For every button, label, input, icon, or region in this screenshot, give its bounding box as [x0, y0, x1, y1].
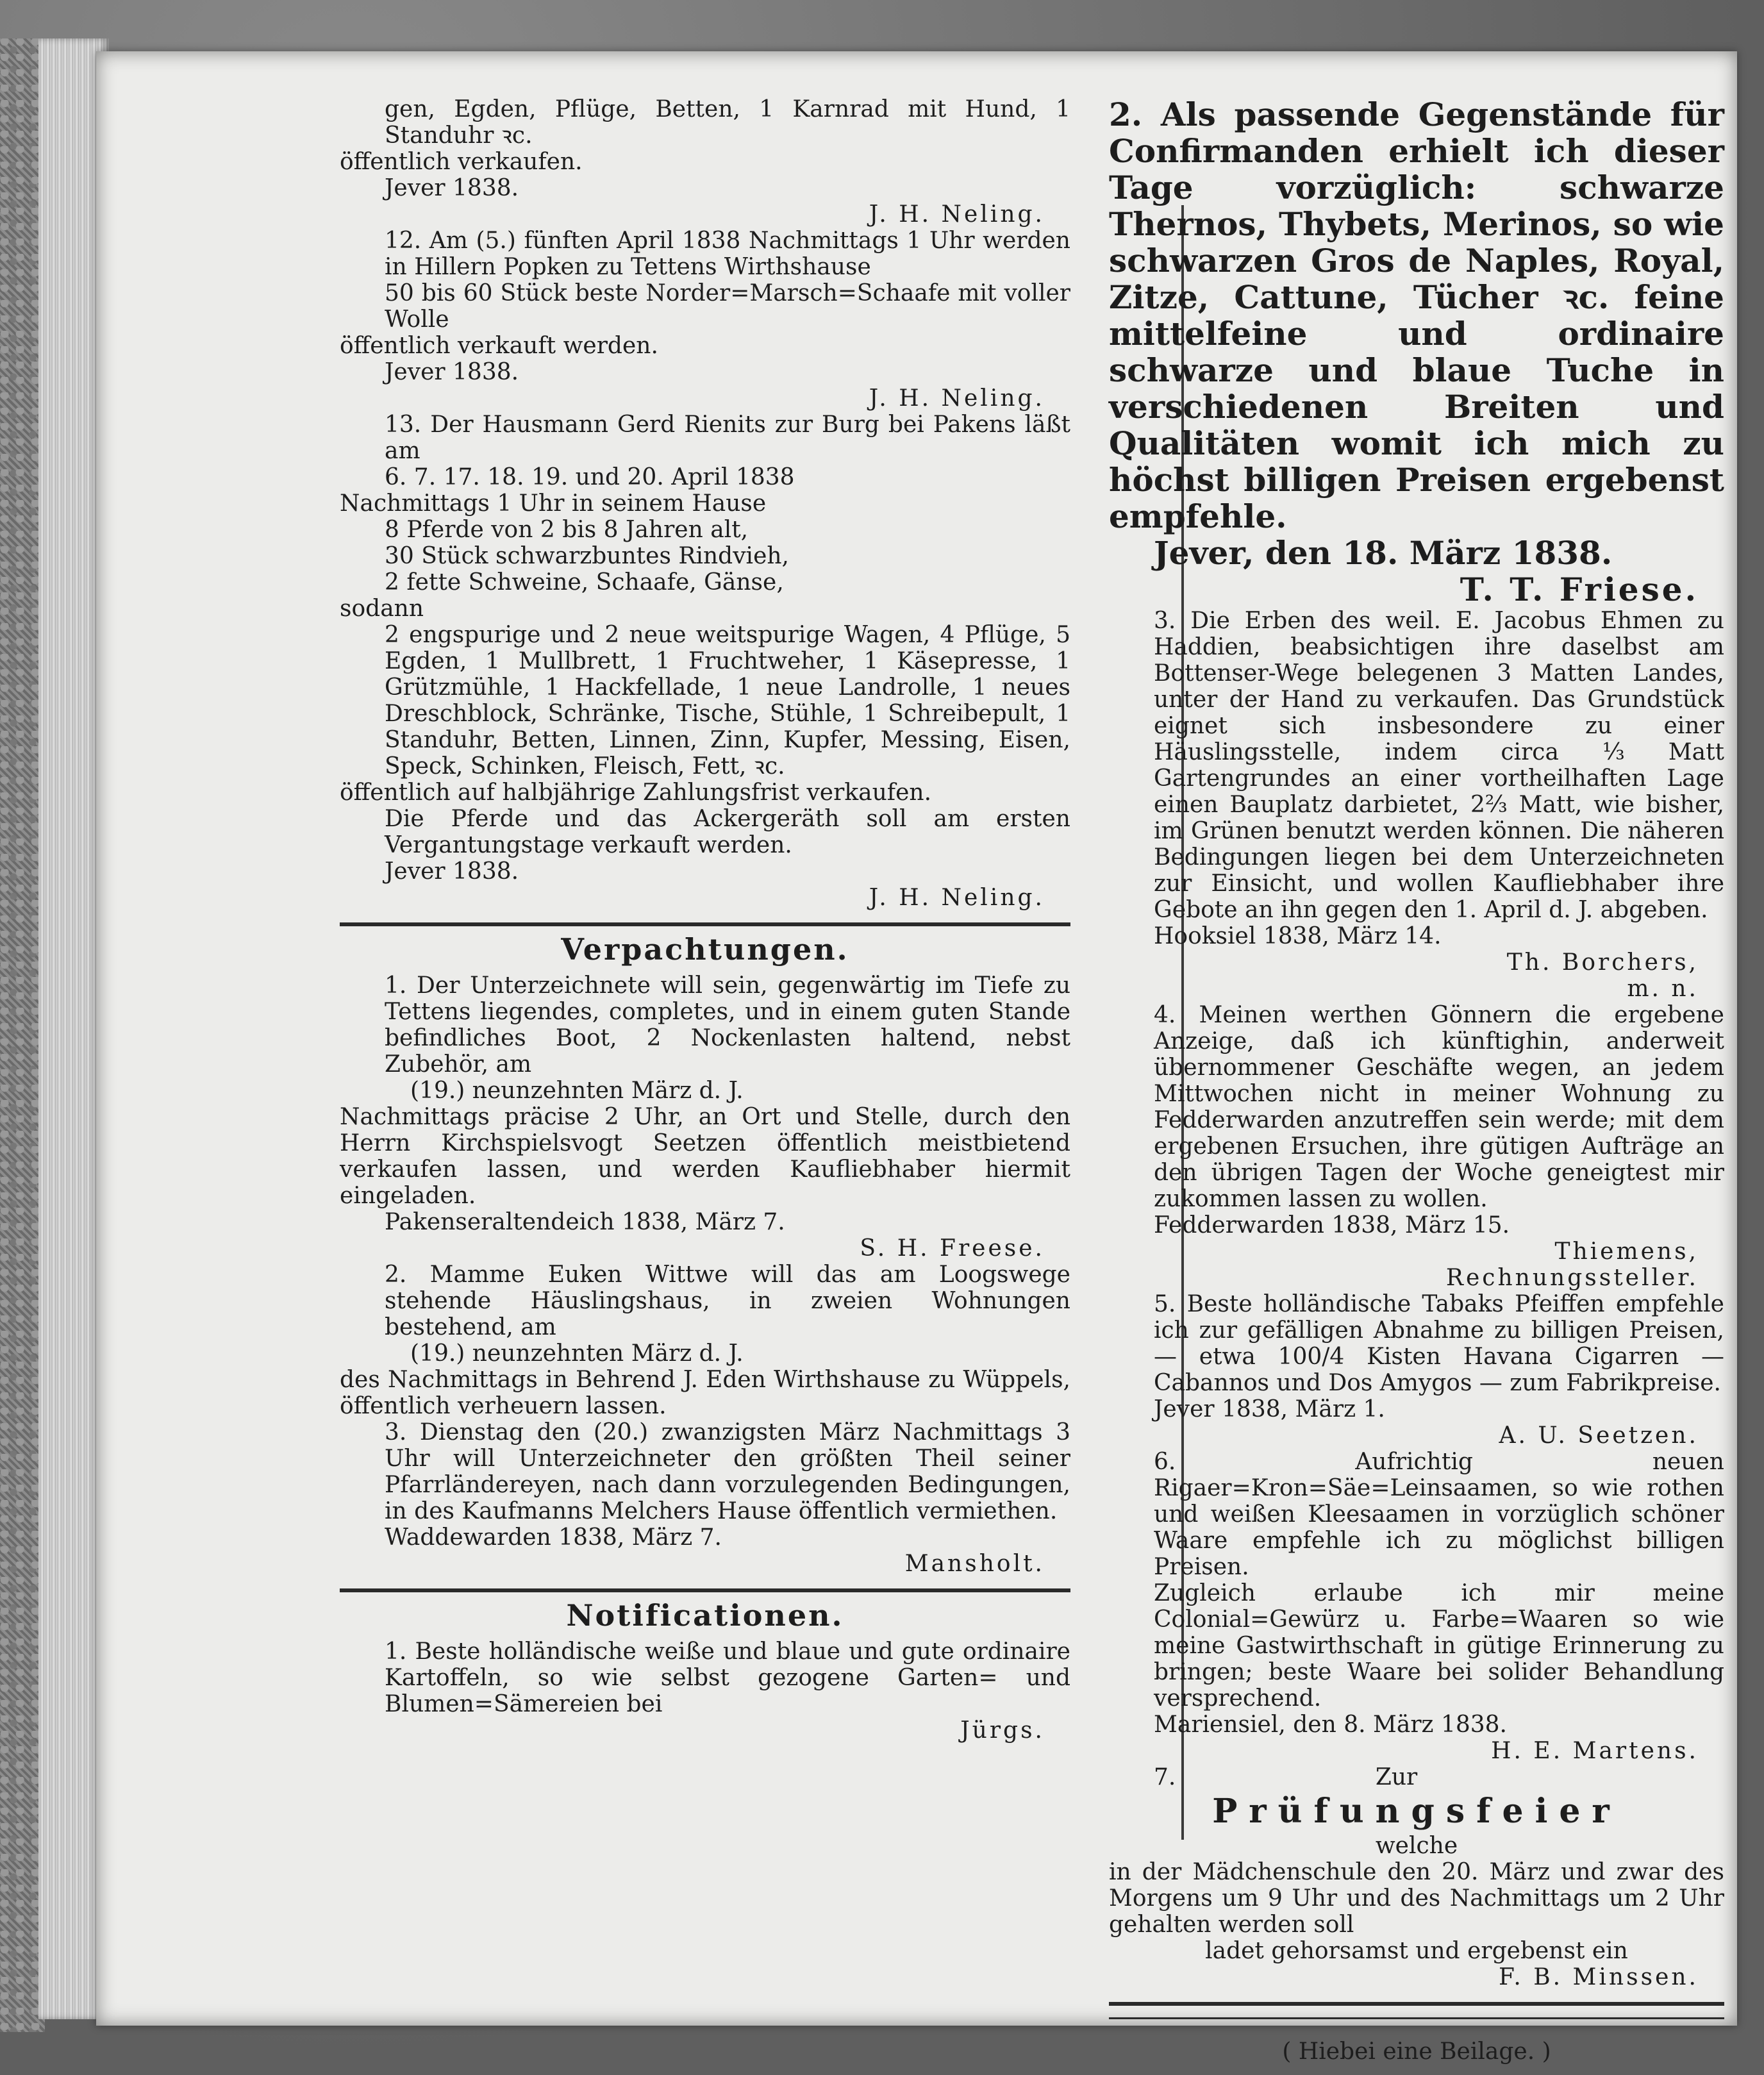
signature: H. E. Martens.	[1491, 1738, 1699, 1764]
pruefungsfeier-title: Prüfungsfeier	[1212, 1792, 1621, 1831]
notice-number-label: 7.	[1154, 1764, 1176, 1790]
auction-text: öffentlich verkauft werden.	[340, 333, 658, 359]
auction-goods: 30 Stück schwarzbuntes Rindvieh,	[385, 543, 790, 569]
beilage-note: ( Hiebei eine Beilage. )	[1282, 2038, 1551, 2065]
section-heading-verpachtungen: Verpachtungen.	[561, 932, 849, 967]
auction-text: 12. Am (5.) fünften April 1838 Nachmittags 1 Uhr werden in Hillern Popken zu Tettens Wirthshause	[385, 228, 1070, 280]
section-rule	[1109, 2017, 1724, 2019]
signature: J. H. Neling.	[869, 885, 1045, 911]
auction-text: Die Pferde und das Ackergeräth soll am ersten Vergantungstage verkauft werden.	[385, 806, 1070, 858]
notice-text: Zugleich erlaube ich mir meine Colonial=Gewürz u. Farbe=Waaren so wie meine Gastwirthschaft in gütige Erinnerung zu bringen; beste Waare bei solider Behandlung versprechend.	[1154, 1580, 1724, 1712]
lease-text: 2. Mamme Euken Wittwe will das am Loogswege stehende Häuslingshaus, in zweien Wohnungen bestehend, am	[385, 1262, 1070, 1340]
signature: F. B. Minssen.	[1498, 1964, 1699, 1990]
place-date: Mariensiel, den 8. März 1838.	[1154, 1712, 1508, 1738]
lease-text: 1. Der Unterzeichnete will sein, gegenwärtig im Tiefe zu Tettens liegendes, completes, und in einem guten Stande befindliches Boot, 2 Nockenlasten haltend, nebst Zubehör, am	[385, 972, 1070, 1078]
place-date: Fedderwarden 1838, März 15.	[1154, 1212, 1510, 1238]
notice-large-text: 2. Als passende Gegenstände für Confirmanden erhielt ich dieser Tage vorzüglich: schwarze Thernos, Thybets, Merinos, so wie schwarzen Gros de Naples, Royal, Zitze, Cattune, Tücher ꝛc. feine mittelfeine und ordinaire schwarze und blaue Tuche in verschiedenen Breiten und Qualitäten womit ich mich zu höchst billigen Preisen ergebenst empfehle.	[1109, 96, 1724, 535]
place-date: Jever 1838.	[385, 175, 519, 201]
place-date: Jever 1838.	[385, 858, 519, 885]
notice-text: 1. Beste holländische weiße und blaue und gute ordinaire Kartoffeln, so wie selbst gezogene Garten= und Blumen=Sämereien bei	[385, 1638, 1070, 1717]
place-date: Jever 1838.	[385, 359, 519, 385]
auction-text: öffentlich auf halbjährige Zahlungsfrist verkaufen.	[340, 779, 932, 806]
lease-date: (19.) neunzehnten März d. J.	[410, 1340, 744, 1367]
signature: A. U. Seetzen.	[1499, 1422, 1699, 1449]
lease-text: des Nachmittags in Behrend J. Eden Wirthshause zu Wüppels, öffentlich verheuern lassen.	[340, 1367, 1070, 1419]
place-date: Jever, den 18. März 1838.	[1154, 534, 1613, 572]
signature: Jürgs.	[960, 1717, 1045, 1744]
section-rule	[340, 1588, 1070, 1592]
auction-text: gen, Egden, Pflüge, Betten, 1 Karnrad mit Hund, 1 Standuhr ꝛc.	[385, 96, 1070, 149]
signature: T. T. Friese.	[1460, 571, 1699, 608]
section-rule	[1109, 2002, 1724, 2006]
notice-text: in der Mädchenschule den 20. März und zwar des Morgens um 9 Uhr und des Nachmittags um 2 Uhr gehalten werden soll	[1109, 1859, 1724, 1938]
notice-text: 3. Die Erben des weil. E. Jacobus Ehmen zu Haddien, beabsichtigen ihre daselbst am Bottenser-Wege belegenen 3 Matten Landes, unter der Hand zu verkaufen. Das Grundstück eignet sich insbesondere zu einer Häuslingsstelle, indem circa ⅓ Matt Gartengrundes an einer vortheilhaften Lage einen Bauplatz darbietet, 2⅔ Matt, wie bisher, im Grünen benutzt werden können. Die näheren Bedingungen liegen bei dem Unterzeichneten zur Einsicht, und wollen Kaufliebhaber ihre Gebote an ihn gegen den 1. April d. J. abgeben.	[1154, 608, 1724, 923]
section-heading-notificationen: Notificationen.	[566, 1598, 844, 1633]
place-date: Hooksiel 1838, März 14.	[1154, 923, 1442, 949]
right-column	[1109, 96, 1724, 2065]
lease-date: (19.) neunzehnten März d. J.	[410, 1078, 744, 1104]
signature: Thiemens,	[1554, 1238, 1699, 1265]
signature: J. H. Neling.	[869, 385, 1045, 412]
signature: J. H. Neling.	[869, 201, 1045, 228]
place-date: Jever 1838, März 1.	[1154, 1396, 1385, 1422]
signature: m. n.	[1627, 976, 1699, 1002]
auction-goods: 8 Pferde von 2 bis 8 Jahren alt,	[385, 517, 749, 543]
place-date: Waddewarden 1838, März 7.	[385, 1524, 722, 1551]
auction-goods: 50 bis 60 Stück beste Norder=Marsch=Schaafe mit voller Wolle	[385, 280, 1070, 333]
notice-zur: Zur	[1375, 1764, 1418, 1790]
auction-text: Nachmittags 1 Uhr in seinem Hause	[340, 490, 767, 517]
auction-text: 13. Der Hausmann Gerd Rienits zur Burg bei Pakens läßt am	[385, 412, 1070, 464]
place-date: Pakenseraltendeich 1838, März 7.	[385, 1209, 785, 1235]
signature: S. H. Freese.	[860, 1235, 1045, 1262]
auction-text: sodann	[340, 596, 424, 622]
signature: Rechnungssteller.	[1445, 1265, 1699, 1291]
notice-number	[1109, 1764, 1724, 1790]
notice-text: 6. Aufrichtig neuen Rigaer=Kron=Säe=Leinsaamen, so wie rothen und weißen Kleesaamen in vorzüglich schöner Waare empfehle ich zu möglichst billigen Preisen.	[1154, 1449, 1724, 1580]
left-column	[340, 96, 1070, 1744]
notice-text: ladet gehorsamst und ergebenst ein	[1205, 1938, 1628, 1964]
lease-text: Nachmittags präcise 2 Uhr, an Ort und Stelle, durch den Herrn Kirchspielsvogt Seetzen öffentlich meistbietend verkaufen lassen, und werden Kaufliebhaber hiermit eingeladen.	[340, 1104, 1070, 1209]
lease-text: 3. Dienstag den (20.) zwanzigsten März Nachmittags 3 Uhr will Unterzeichneter den größten Theil seiner Pfarrländereyen, nach dann vorzulegenden Bedingungen, in des Kaufmanns Melchers Hause öffentlich vermiethen.	[385, 1419, 1070, 1524]
signature: Mansholt.	[904, 1551, 1045, 1577]
notice-text: welche	[1375, 1833, 1458, 1859]
notice-text: 4. Meinen werthen Gönnern die ergebene Anzeige, daß ich künftighin, anderweit übernommener Geschäfte wegen, an jedem Mittwochen nicht in meiner Wohnung zu Fedderwarden anzutreffen sein werde; mit dem ergebenen Ersuchen, ihre gütigen Aufträge an den übrigen Tagen der Woche geneigtest mir zukommen lassen zu wollen.	[1154, 1002, 1724, 1212]
section-rule	[340, 922, 1070, 926]
notice-text: 5. Beste holländische Tabaks Pfeiffen empfehle ich zur gefälligen Abnahme zu billigen Preisen, — etwa 100/4 Kisten Havana Cigarren — Cabannos und Dos Amygos — zum Fabrikpreise.	[1154, 1291, 1724, 1396]
auction-goods: 2 fette Schweine, Schaafe, Gänse,	[385, 569, 784, 596]
signature: Th. Borchers,	[1506, 949, 1699, 976]
auction-dates: 6. 7. 17. 18. 19. und 20. April 1838	[385, 464, 795, 490]
auction-goods: 2 engspurige und 2 neue weitspurige Wagen, 4 Pflüge, 5 Egden, 1 Mullbrett, 1 Fruchtweher, 1 Käsepresse, 1 Grützmühle, 1 Hackfellade, 1 neue Landrolle, 1 neues Dreschblock, Schränke, Tische, Stühle, 1 Schreibepult, 1 Standuhr, Betten, Linnen, Zinn, Kupfer, Messing, Eisen, Speck, Schinken, Fleisch, Fett, ꝛc.	[385, 622, 1070, 779]
auction-text: öffentlich verkaufen.	[340, 149, 583, 175]
